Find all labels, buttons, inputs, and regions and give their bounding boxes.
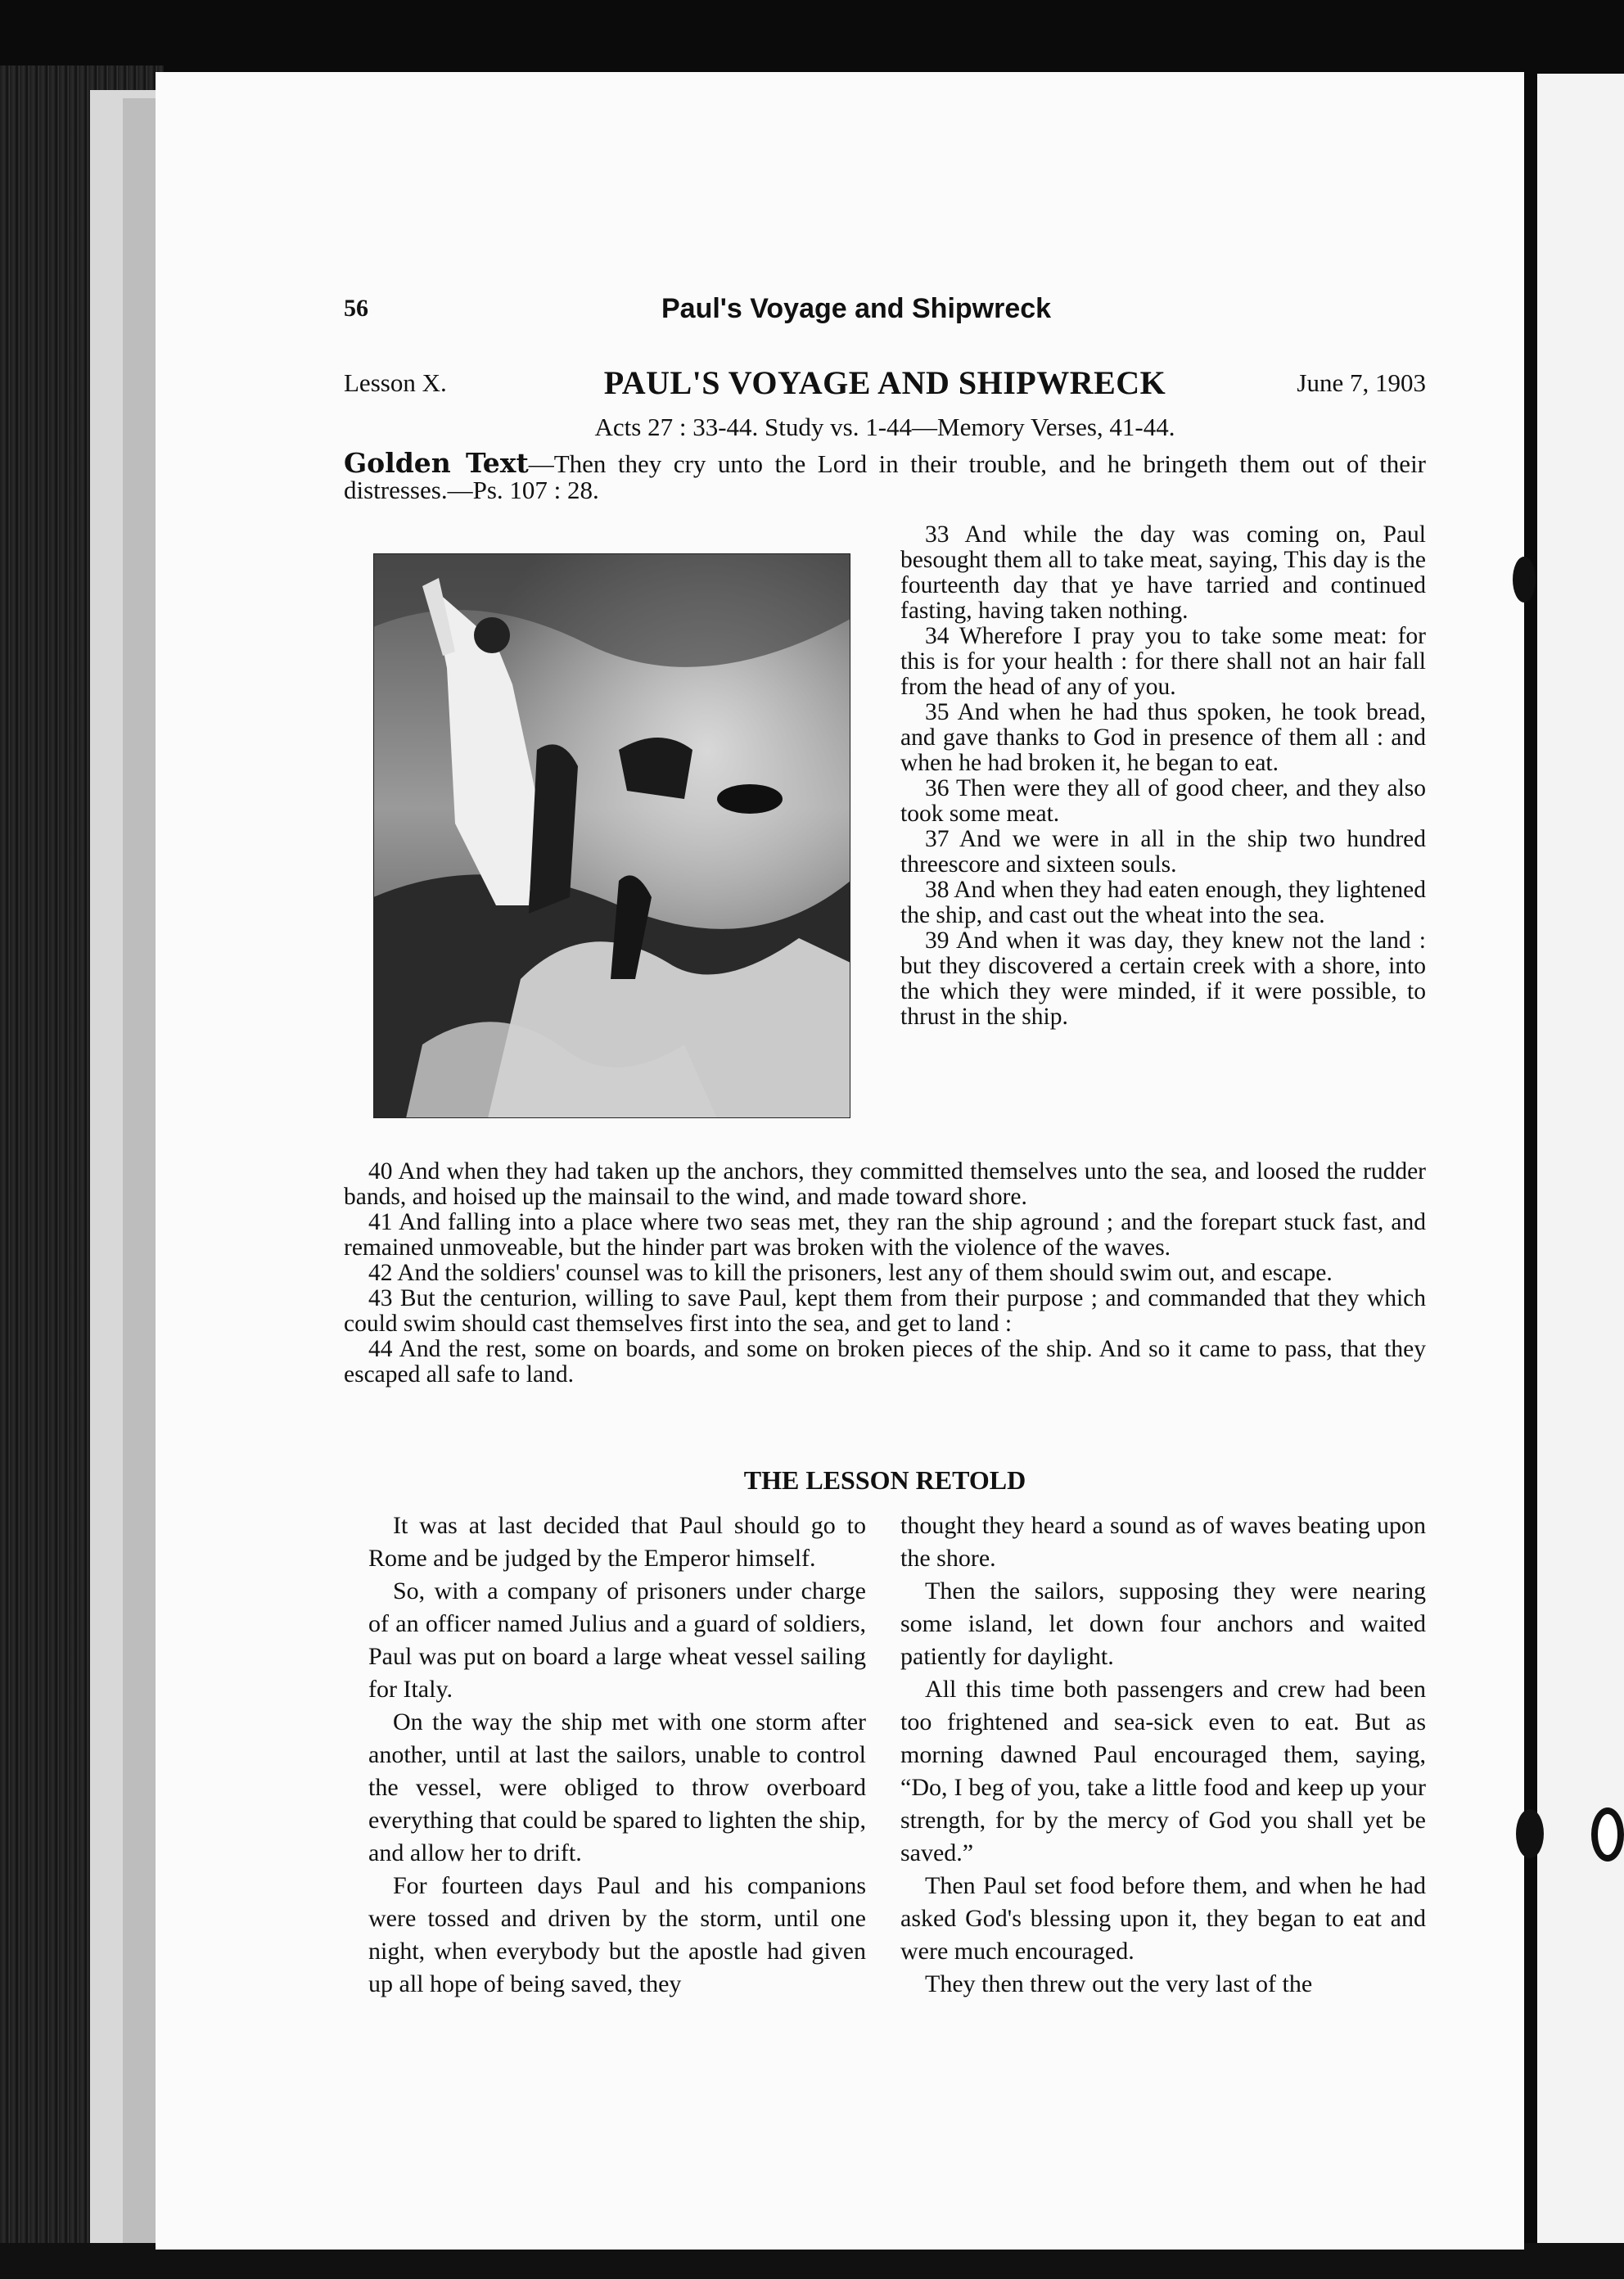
retold-paragraph: On the way the ship met with one storm after another, until at last the sailors, unable to control the vessel, were obliged to throw overboard everything that could be spared to lighten the ship, and allow her to drift.: [368, 1708, 866, 1866]
verse-43: 43 But the centurion, willing to save Paul, kept them from their purpose ; and commanded that they which could swim should cast themselves first into the sea, and get to land :: [344, 1285, 1426, 1337]
verse-41: 41 And falling into a place where two seas met, they ran the ship aground ; and the forepart stuck fast, and remained unmoveable, but the hinder part was broken with the violence of the waves.: [344, 1209, 1426, 1261]
scan-top-border: [0, 0, 1624, 74]
verse-37: 37 And we were in all in the ship two hundred threescore and sixteen souls.: [900, 826, 1426, 878]
binding-hole-bottom: [1516, 1809, 1544, 1858]
golden-text-body: —Then they cry unto the Lord in their trouble, and he bringeth them out of their distresses.—Ps. 107 : 28.: [344, 449, 1427, 504]
retold-paragraph: For fourteen days Paul and his companions were tossed and driven by the storm, until one night, when everybody but the apostle had given up all hope of being saved, they: [368, 1872, 866, 1997]
retold-paragraph: So, with a company of prisoners under charge of an officer named Julius and a guard of soldiers, Paul was put on board a large wheat vessel sailing for Italy.: [368, 1577, 866, 1703]
binding-hole-top: [1513, 557, 1536, 602]
retold-paragraph: Then the sailors, supposing they were nearing some island, let down four anchors and waited patiently for daylight.: [900, 1577, 1426, 1670]
verse-40: 40 And when they had taken up the anchors, they committed themselves unto the sea, and loosed the rudder bands, and hoised up the mainsail to the wind, and made toward shore.: [344, 1158, 1426, 1210]
retold-paragraph: Then Paul set food before them, and when he had asked God's blessing upon it, they began to eat and were much encouraged.: [900, 1872, 1426, 1965]
verse-36: 36 Then were they all of good cheer, and they also took some meat.: [900, 775, 1426, 827]
running-header: [344, 295, 1424, 331]
verse-42: 42 And the soldiers' counsel was to kill the prisoners, lest any of them should swim out, and escape.: [368, 1260, 1333, 1286]
binding-hole-right-edge: [1591, 1807, 1624, 1862]
verse-44: 44 And the rest, some on boards, and some on broken pieces of the ship. And so it came to pass, that they escaped all safe to land.: [344, 1336, 1426, 1388]
retold-paragraph: All this time both passengers and crew had been too frightened and sea-sick even to eat. But as morning dawned Paul encouraged them, saying, “Do, I beg of you, take a little food and keep up your strength, for by the mercy of God you shall yet be saved.”: [900, 1676, 1426, 1866]
scripture-reference: Acts 27 : 33-44. Study vs. 1-44—Memory Verses, 41-44.: [594, 413, 1175, 441]
lesson-title: PAUL'S VOYAGE AND SHIPWRECK: [603, 364, 1166, 401]
verse-34: 34 Wherefore I pray you to take some meat: for this is for your health : for there shall not an hair fall from the head of any of you.: [900, 623, 1426, 700]
retold-paragraph: It was at last decided that Paul should go to Rome and be judged by the Emperor himself.: [368, 1512, 866, 1572]
verse-35: 35 And when he had thus spoken, he took bread, and gave thanks to God in presence of them all : and when he had broken it, he began to eat.: [900, 699, 1426, 776]
shipwreck-illustration: [373, 553, 850, 1118]
verse-33: 33 And while the day was coming on, Paul besought them all to take meat, saying, This day is the fourteenth day that ye have tarried and continued fasting, having taken nothing.: [900, 521, 1426, 624]
page-number: 56: [344, 295, 368, 322]
book-gutter: [1522, 74, 1537, 2268]
facing-page: [1537, 74, 1624, 2251]
running-title: Paul's Voyage and Shipwreck: [661, 293, 1052, 324]
golden-text: [344, 447, 1427, 504]
retold-paragraph: They then threw out the very last of the: [925, 1970, 1313, 1997]
verses-beside-illustration: [900, 522, 1426, 1030]
verses-full-width: [344, 1159, 1426, 1388]
lesson-number: Lesson X.: [344, 368, 447, 397]
lesson-date: June 7, 1903: [1297, 368, 1426, 397]
retold-left-column: [368, 1510, 866, 2001]
verse-39: 39 And when it was day, they knew not the land : but they discovered a certain creek with a shore, into the which they were minded, if it were possible, to thrust in the ship.: [900, 927, 1426, 1030]
golden-text-label: Golden Text: [344, 447, 529, 479]
lesson-title-row: [344, 363, 1426, 404]
verse-38: 38 And when they had eaten enough, they lightened the ship, and cast out the wheat into the sea.: [900, 877, 1426, 928]
section-heading-lesson-retold: THE LESSON RETOLD: [743, 1465, 1026, 1495]
retold-paragraph-continued: thought they heard a sound as of waves beating upon the shore.: [900, 1512, 1426, 1572]
retold-right-column: [900, 1510, 1426, 2001]
